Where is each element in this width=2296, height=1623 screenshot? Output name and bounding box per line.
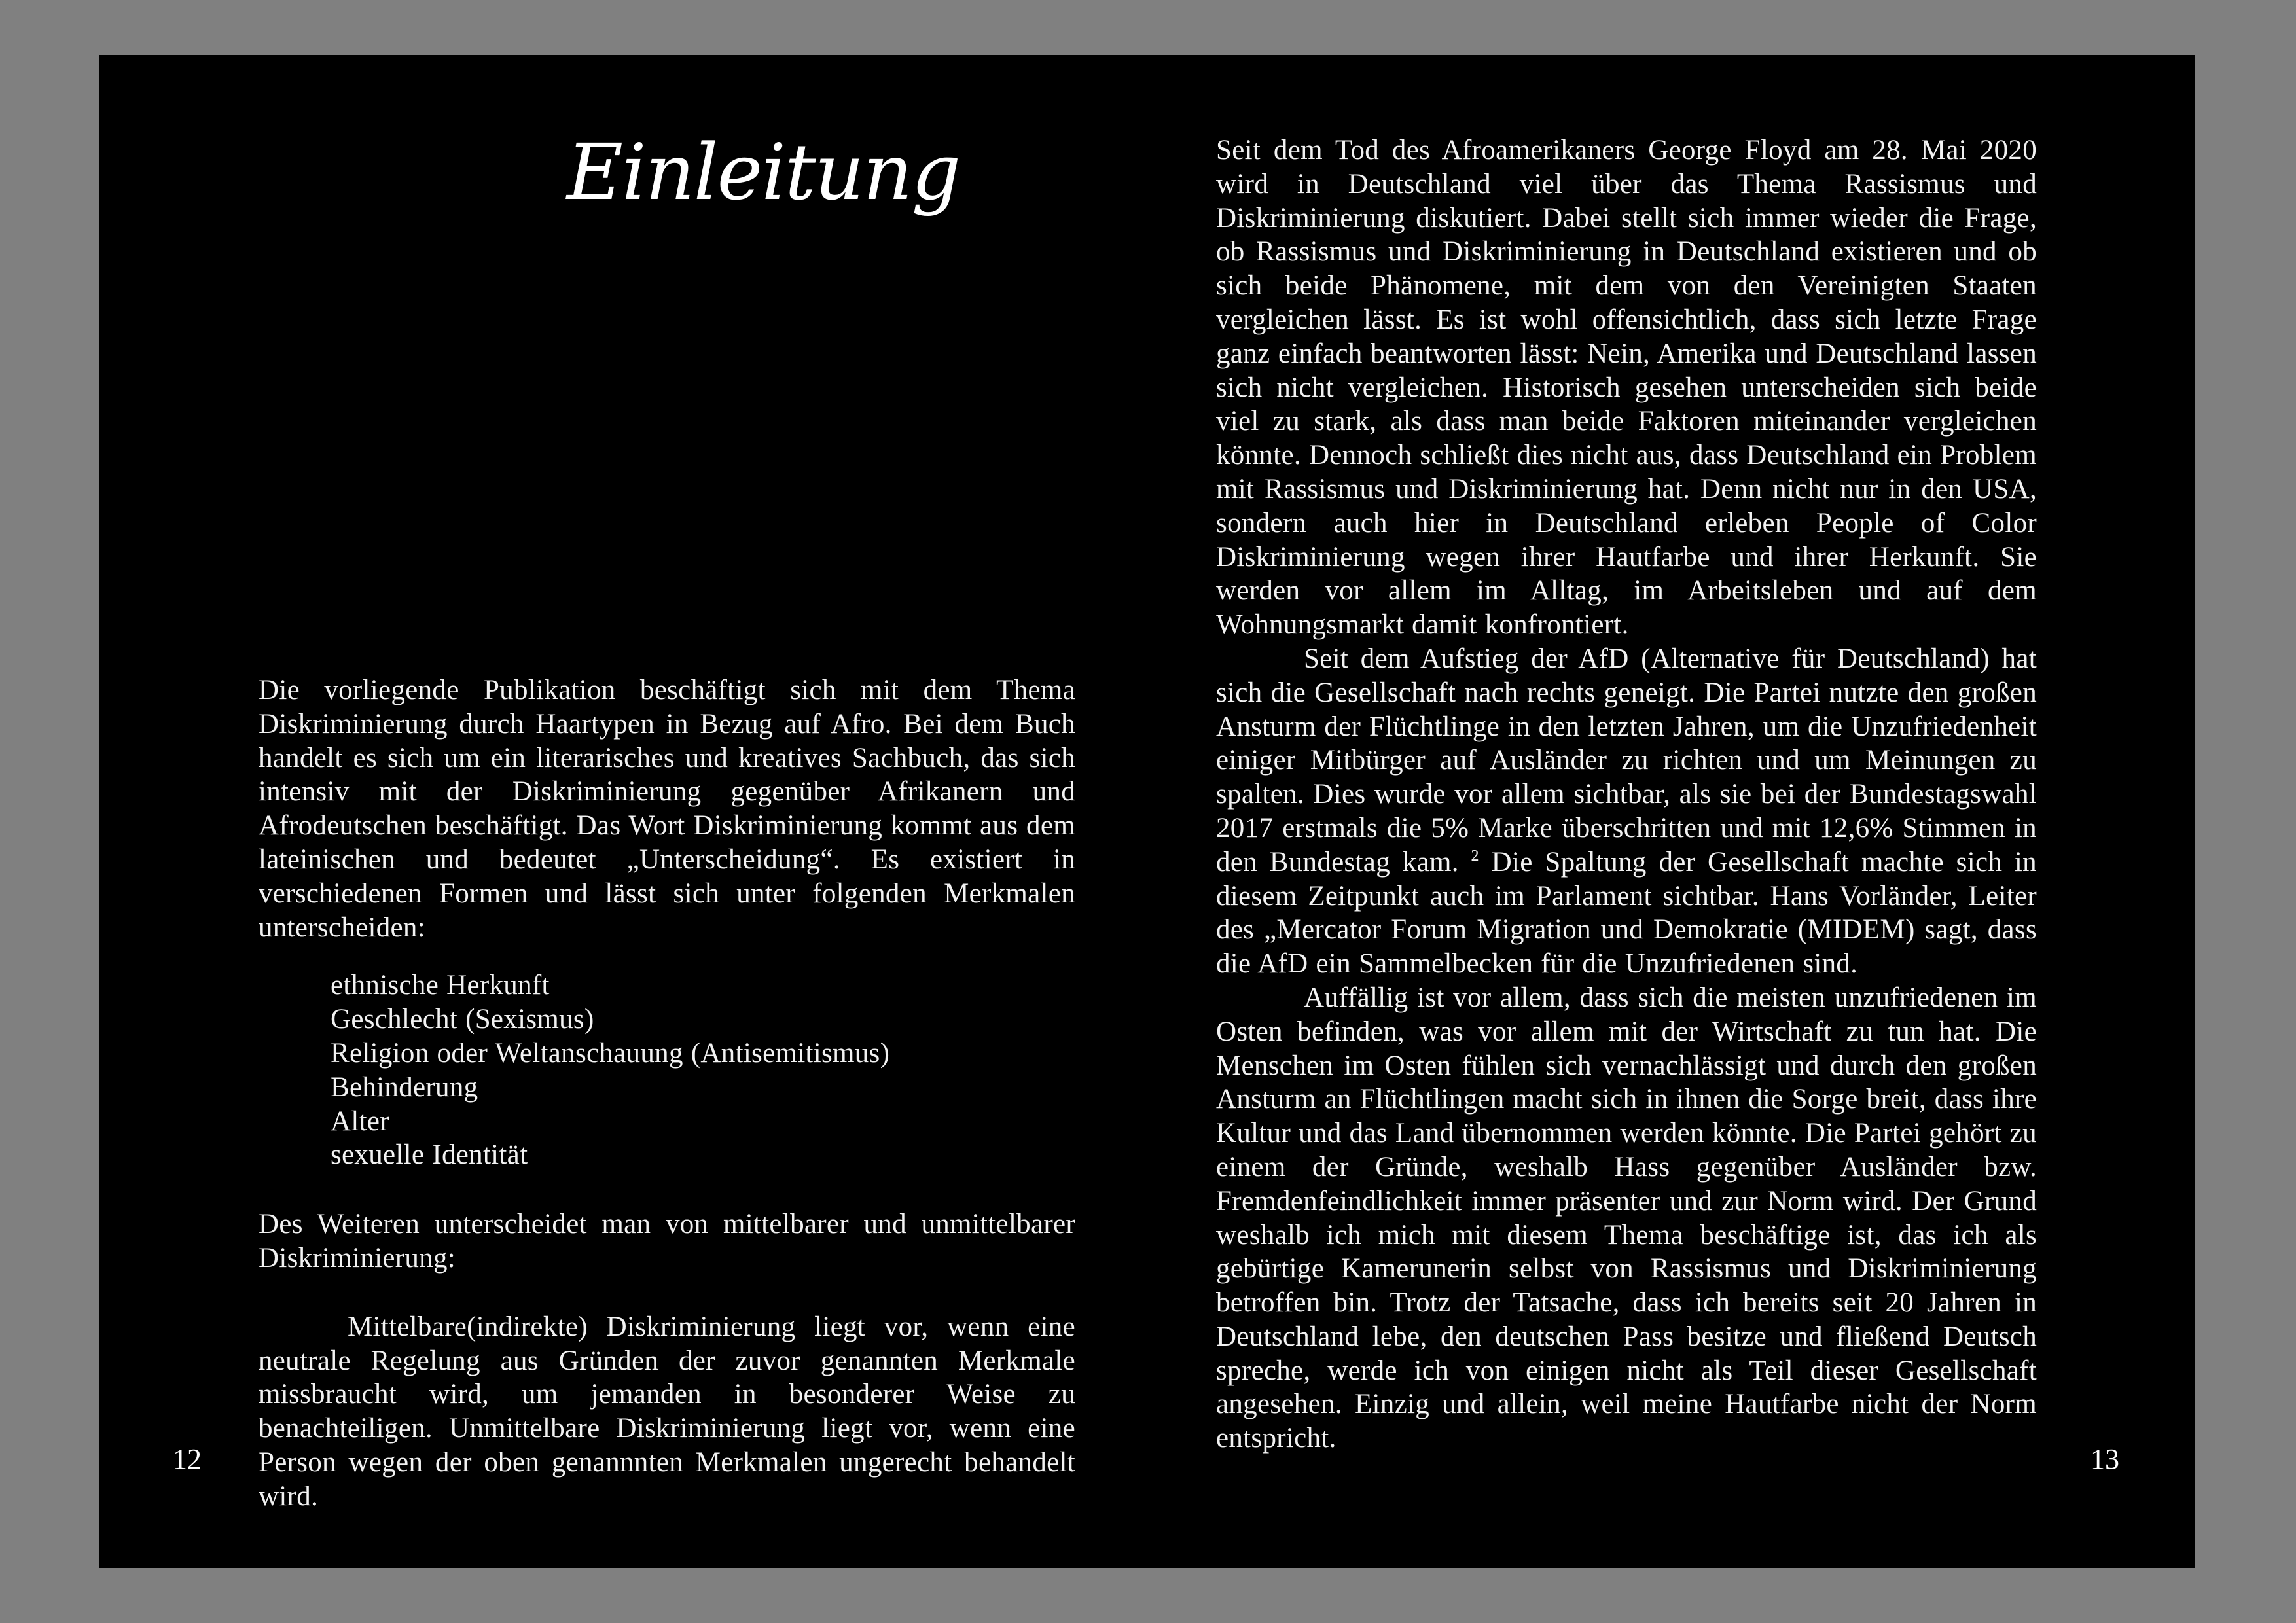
list-item: ethnische Herkunft <box>331 970 550 1001</box>
book-spread <box>99 55 2195 1568</box>
footnote-marker: 2 <box>1471 847 1479 865</box>
page-number-right: 13 <box>2090 1443 2119 1475</box>
list-item: Alter <box>331 1105 389 1137</box>
right-paragraph-3: Auffällig ist vor allem, dass sich die meisten unzufriedenen im Osten befinden, was vor allem mit der Wirtschaft zu tun hat. Die Menschen im Osten fühlen sich vernachlässigt und durch den großen Ansturm an Flüchtlingen macht sich in ihnen die Sorge breit, dass ihre Kultur und das Land übernommen werden könnte. Die Partei gehört zu einem der Gründe, weshalb Hass gegenüber Ausländer bzw. Fremdenfeindlichkeit immer präsenter und zur Norm wird. Der Grund weshalb ich mich mit diesem Thema beschäftige ist, das ich als gebürtige Kamerunerin selbst von Rassismus und Diskriminierung betroffen bin. Trotz der Tatsache, dass ich bereits seit 20 Jahren in Deutschland lebe, den deutschen Pass besitze und fließend Deutsch spreche, werde ich von einigen nicht als Teil dieser Gesellschaft angesehen. Einzig und allein, weil meine Hautfarbe nicht der Norm entspricht. <box>1216 982 2037 1454</box>
paragraph-text: Seit dem Aufstieg der AfD (Alternative für Deutschland) hat sich die Gesellschaft nach rechts geneigt. Die Partei nutzte den großen Ansturm der Flüchtlinge in den letzten Jahren, um die Unzufriedenheit einiger Mitbürger auf Ausländer zu richten und um Meinungen zu spalten. Dies wurde vor allem sichtbar, als sie bei der Bundestagswahl 2017 erstmals die 5% Marke überschritten und mit 12,6% Stimmen in den Bundestag kam. <box>1216 643 2037 878</box>
page-number-left: 12 <box>173 1443 202 1475</box>
right-paragraph-1: Seit dem Tod des Afroamerikaners George Floyd am 28. Mai 2020 wird in Deutschland viel über das Thema Rassismus und Diskriminierung diskutiert. Dabei stellt sich immer wieder die Frage, ob Rassismus und Diskriminierung in Deutschland existieren und ob sich beide Phänomene, mit dem von den Vereinigten Staaten vergleichen lässt. Es ist wohl offensichtlich, dass sich letzte Frage ganz einfach beantworten lässt: Nein, Amerika und Deutschland lassen sich nicht vergleichen. Historisch gesehen unterscheiden sich beide viel zu stark, als dass man beide Faktoren miteinander vergleichen könnte. Dennoch schließt dies nicht aus, dass Deutschland ein Problem mit Rassismus und Diskriminierung hat. Denn nicht nur in den USA, sondern auch hier in Deutschland erleben People of Color Diskriminierung wegen ihrer Hautfarbe und ihrer Herkunft. Sie werden vor allem im Alltag, im Arbeitsleben und auf dem Wohnungsmarkt damit konfrontiert. <box>1216 135 2037 641</box>
list-item: Religion oder Weltanschauung (Antisemitismus) <box>331 1037 890 1069</box>
list-item: Behinderung <box>331 1071 478 1103</box>
list-item: sexuelle Identität <box>331 1139 528 1171</box>
intro-paragraph: Die vorliegende Publikation beschäftigt sich mit dem Thema Diskriminierung durch Haartypen in Bezug auf Afro. Bei dem Buch handelt es sich um ein literarisches und kreatives Sachbuch, das sich intensiv mit der Diskriminierung gegenüber Afrikanern und Afrodeutschen beschäftigt. Das Wort Diskriminierung kommt aus dem lateinischen und bedeutet „Unterscheidung“. Es existiert in verschiedenen Formen und lässt sich unter folgenden Merkmalen unterscheiden: <box>259 675 1075 943</box>
second-paragraph: Des Weiteren unterscheidet man von mittelbarer und unmittelbarer Diskriminierung: <box>259 1209 1075 1274</box>
right-page-text <box>1216 134 2037 1455</box>
paragraph-text: Die Spaltung der Gesellschaft machte sich in diesem Zeitpunkt auch im Parlament sichtbar. Hans Vorländer, Leiter des „Mercator Forum Migration und Demokratie (MIDEM) sagt, dass die AfD ein Sammelbecken für die Unzufriedenen sind. <box>1216 846 2037 980</box>
page-title: Einleitung <box>566 127 960 217</box>
third-paragraph: Mittelbare(indirekte) Diskriminierung liegt vor, wenn eine neutrale Regelung aus Gründen der zuvor genannten Merkmale missbraucht wird, um jemanden in besonderer Weise zu benachteiligen. Unmittelbare Diskriminierung liegt vor, wenn eine Person wegen der oben genannnten Merkmalen ungerecht behandelt wird. <box>259 1311 1075 1512</box>
right-paragraph-2 <box>1216 642 2037 981</box>
left-page-text <box>259 673 1075 1514</box>
criteria-list <box>259 969 1075 1172</box>
list-item: Geschlecht (Sexismus) <box>331 1004 594 1035</box>
